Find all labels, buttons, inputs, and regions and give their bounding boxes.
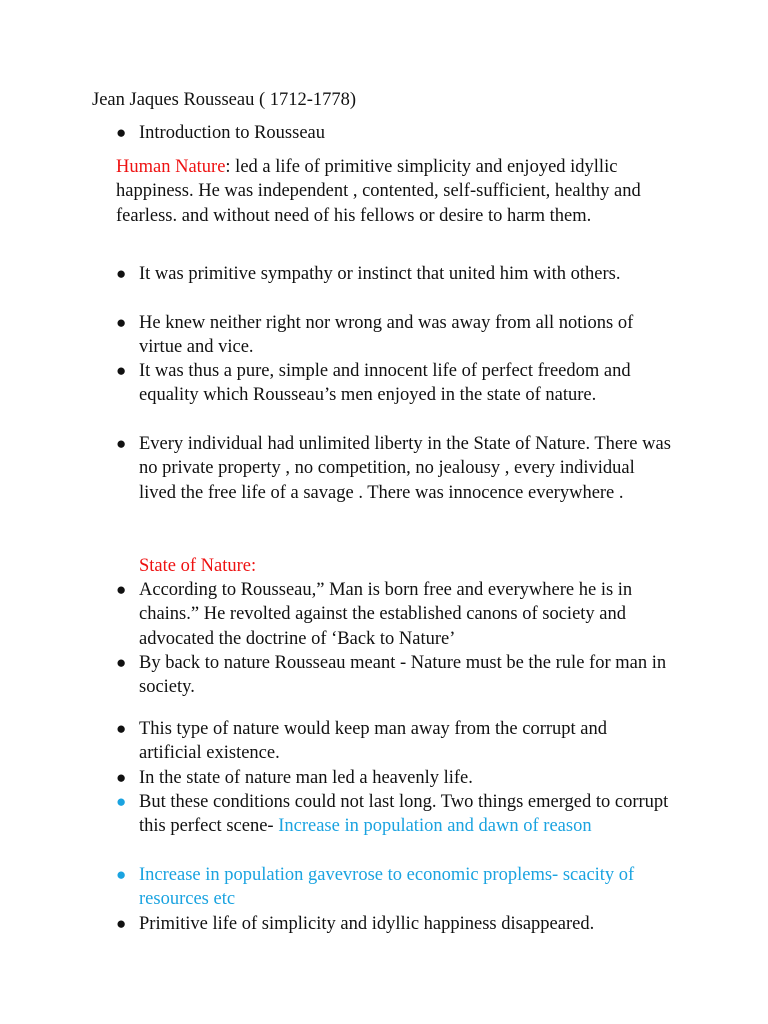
list-item-text: Primitive life of simplicity and idyllic happiness disappeared. [139,914,595,934]
human-nature-paragraph [116,155,666,228]
bullet-icon: ● [116,768,127,787]
list-item-text: It was thus a pure, simple and innocent life of perfect freedom and equality which Rousseau’s men enjoyed in the state of nature. [139,361,631,406]
list-item [116,912,674,936]
list-item [116,651,674,700]
list-item-text: By back to nature Rousseau meant - Nature must be the rule for man in society. [139,653,667,698]
human-nature-text: : led a life of primitive simplicity and enjoyed idyllic happiness. He was independent , contented, self-sufficient, healthy and fearless. and without need of his fellows or desire to harm them. [116,157,641,226]
list-item-text: According to Rousseau,” Man is born free and everywhere he is in chains.” He revolted against the established canons of society and advocated the doctrine of ‘Back to Nature’ [139,580,633,649]
list-item [116,121,674,145]
human-nature-label: Human Nature [116,157,226,177]
list-item-text: Increase in population gavevrose to economic proplems- scacity of resources etc [139,865,635,910]
bullet-icon: ● [116,264,127,283]
list-item [116,432,674,505]
list-item [116,863,674,912]
list-item [116,766,674,790]
list-item [116,262,674,286]
document-title: Jean Jaques Rousseau ( 1712-1778) [92,90,357,110]
list-item-text [139,790,674,839]
bullet-icon: ● [116,719,127,738]
bullet-icon: ● [116,653,127,672]
list-item [116,578,674,651]
list-item [116,359,674,408]
list-item-text: Every individual had unlimited liberty in the State of Nature. There was no private property , no competition, no jealousy , every individual lived the free life of a savage . There was innocence everywhere . [139,434,671,503]
list-item [116,790,674,839]
blue-bullet-icon: ● [116,865,127,884]
list-item-text: In the state of nature man led a heavenly life. [139,768,473,788]
list-item [116,717,674,766]
bullet-icon: ● [116,580,127,599]
list-item-text: It was primitive sympathy or instinct that united him with others. [139,264,621,284]
blue-bullet-icon: ● [116,792,127,811]
bullet-icon: ● [116,434,127,453]
bullet-icon: ● [116,123,127,142]
list-item-text-black: But these conditions could not last long. Two things emerged to corrupt this perfect scene- [139,792,669,837]
bullet-icon: ● [116,361,127,380]
list-item-text: This type of nature would keep man away from the corrupt and artificial existence. [139,719,608,764]
list-item [116,311,674,360]
bullet-icon: ● [116,914,127,933]
bullet-icon: ● [116,313,127,332]
state-of-nature-heading: State of Nature: [139,556,257,576]
list-item-text: Introduction to Rousseau [139,123,326,143]
list-item-text: He knew neither right nor wrong and was away from all notions of virtue and vice. [139,313,634,358]
list-item-text-blue: Increase in population and dawn of reason [278,816,592,837]
